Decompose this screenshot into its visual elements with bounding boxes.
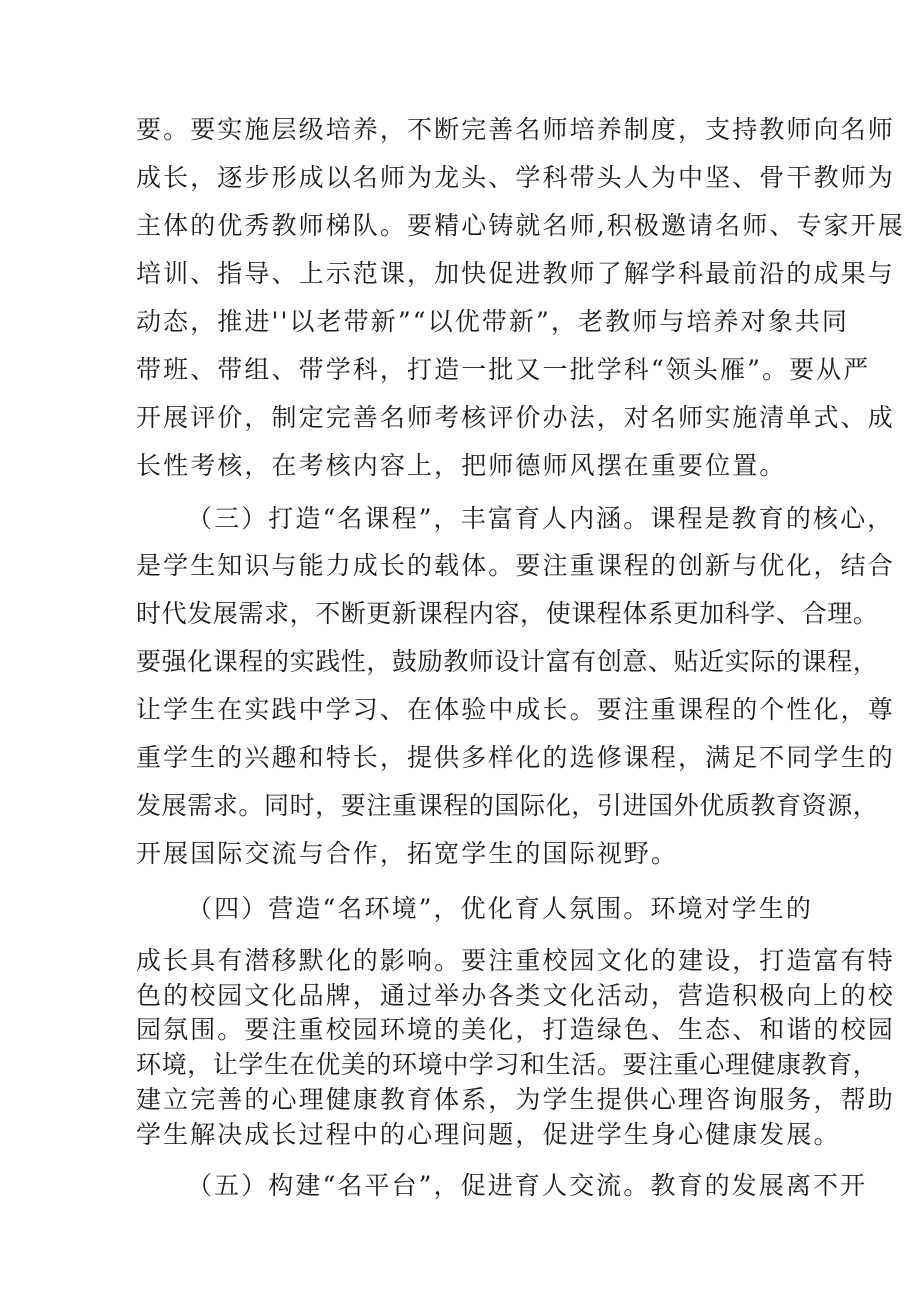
text-line: 开展国际交流与合作，拓宽学生的国际视野。 <box>136 839 679 868</box>
text-line: 环境，让学生在优美的环境中学习和生活。要注重心理健康教育， <box>136 1050 879 1079</box>
text-line: 是学生知识与能力成长的载体。要注重课程的创新与优化，结合 <box>136 551 895 580</box>
text-line: 开展评价，制定完善名师考核评价办法，对名师实施清单式、成 <box>136 403 895 432</box>
section-heading-4: （四）营造“名环境”，优化育人氛围。环境对学生的 <box>187 894 813 923</box>
text-line: 让学生在实践中学习、在体验中成长。要注重课程的个性化，尊 <box>136 695 895 724</box>
section-heading-5: （五）构建“名平台”，促进育人交流。教育的发展离不开 <box>187 1171 868 1200</box>
text-line: 学生解决成长过程中的心理问题，促进学生身心健康发展。 <box>136 1120 841 1149</box>
text-line: 要。要实施层级培养，不断完善名师培养制度，支持教师向名师 <box>136 115 895 144</box>
text-line: 长性考核，在考核内容上，把师德师风摆在重要位置。 <box>136 451 787 480</box>
text-line: 色的校园文化品牌，通过举办各类文化活动，营造积极向上的校 <box>136 981 895 1010</box>
text-line: 动态，推进''以老带新”“以优带新”，老教师与培养对象共同 <box>136 307 849 336</box>
text-line: 园氛围。要注重校园环境的美化，打造绿色、生态、和谐的校园 <box>136 1015 895 1044</box>
text-line: 发展需求。同时，要注重课程的国际化，引进国外优质教育资源， <box>136 791 879 820</box>
text-line: 主体的优秀教师梯队。要精心铸就名师,积极邀请名师、专家开展 <box>136 211 905 240</box>
section-heading-3: （三）打造“名课程”，丰富育人内涵。课程是教育的核心， <box>187 504 895 533</box>
text-line: 建立完善的心理健康教育体系，为学生提供心理咨询服务，帮助 <box>136 1085 895 1114</box>
text-line: 成长，逐步形成以名师为龙头、学科带头人为中坚、骨干教师为 <box>136 163 895 192</box>
text-line: 重学生的兴趣和特长，提供多样化的选修课程，满足不同学生的 <box>136 743 895 772</box>
text-line: 成长具有潜移默化的影响。要注重校园文化的建设，打造富有特 <box>136 946 895 975</box>
text-line: 要强化课程的实践性，鼓励教师设计富有创意、贴近实际的课程， <box>136 647 879 676</box>
text-line: 带班、带组、带学科，打造一批又一批学科“领头雁”。要从严 <box>136 355 871 384</box>
text-line: 培训、指导、上示范课，加快促进教师了解学科最前沿的成果与 <box>136 259 895 288</box>
text-line: 时代发展需求，不断更新课程内容，使课程体系更加科学、合理。 <box>136 599 879 628</box>
